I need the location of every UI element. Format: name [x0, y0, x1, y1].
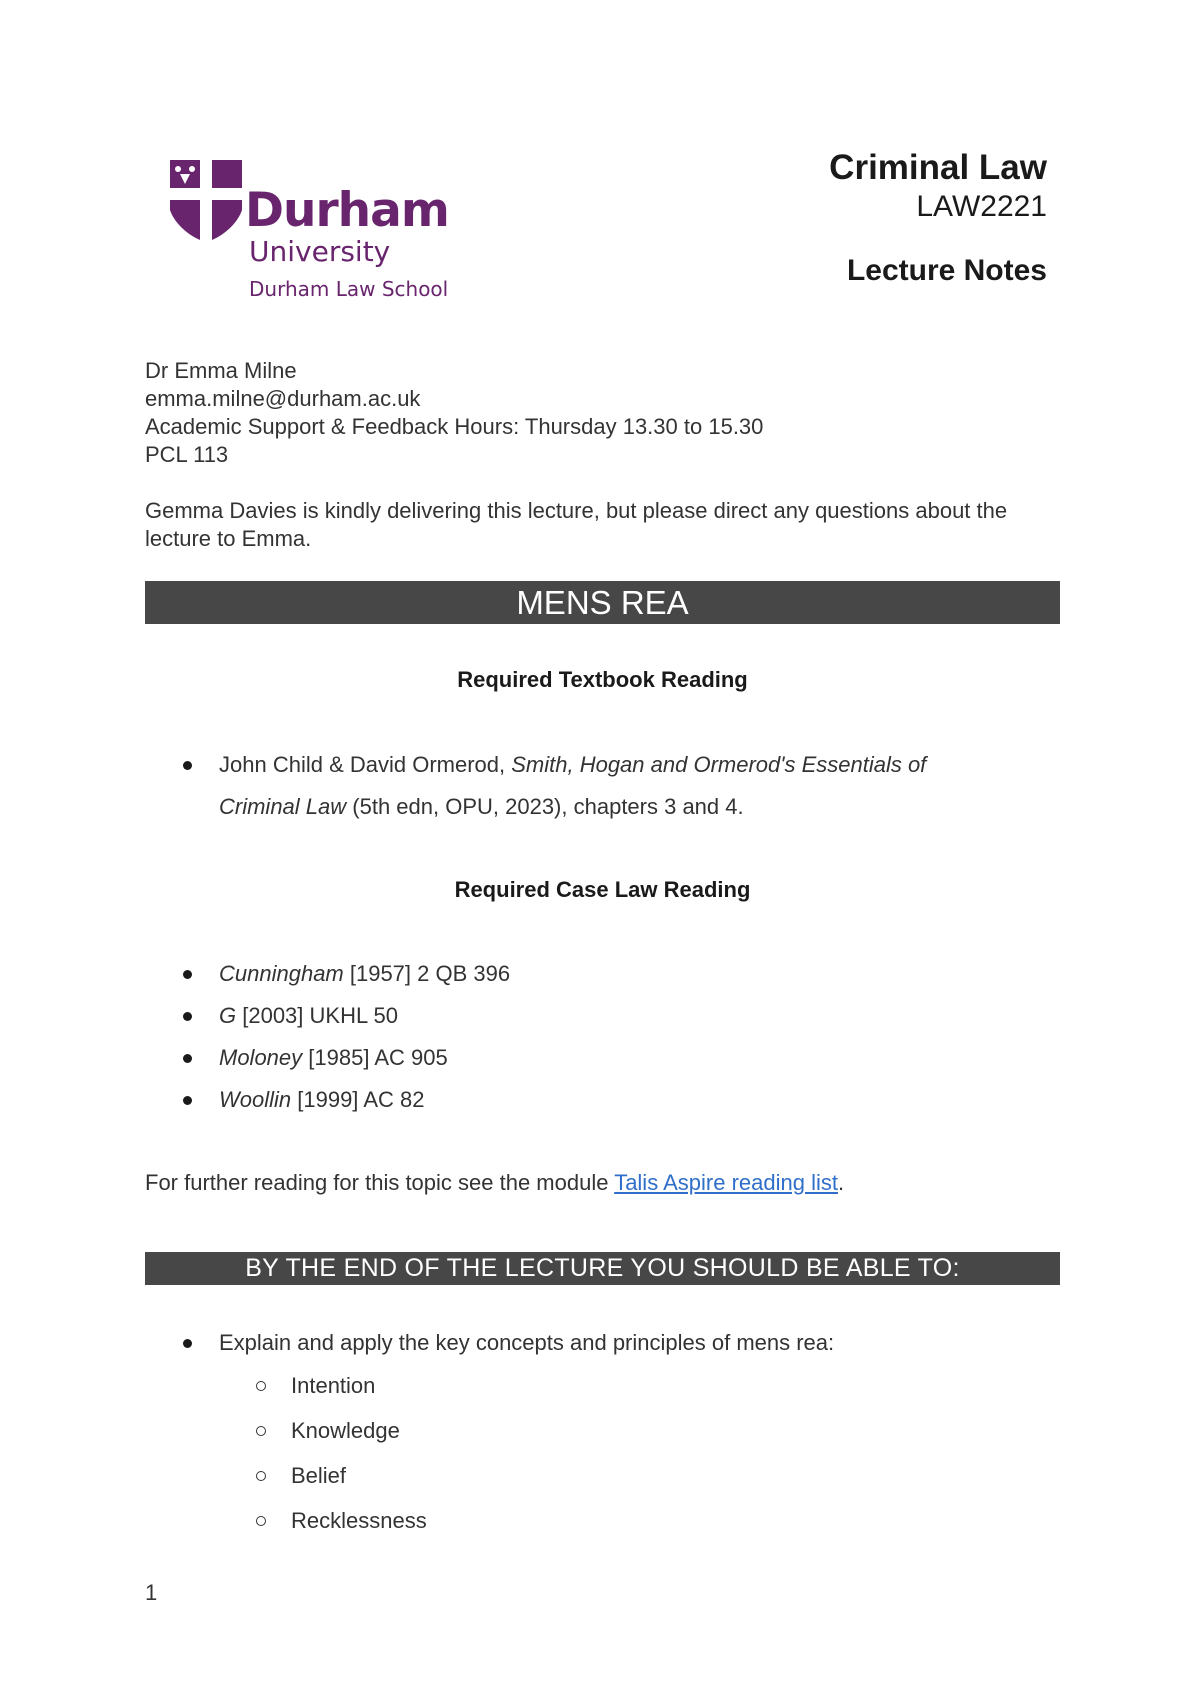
further-suffix: . [837, 1170, 845, 1195]
case-citation: [1957] 2 QB 396 [343, 961, 511, 986]
office-location: PCL 113 [145, 442, 229, 467]
textbook-item-line1 [219, 751, 926, 779]
office-hours: Academic Support & Feedback Hours: Thursday 13.30 to 15.30 [145, 414, 764, 439]
course-title: Criminal Law [829, 148, 1047, 187]
textbook-item-line2 [219, 793, 744, 821]
textbook-title-part1: Smith, Hogan and Ormerod's Essentials of [511, 752, 927, 777]
textbook-details: (5th edn, OPU, 2023), chapters 3 and 4. [346, 794, 744, 819]
further-prefix: For further reading for this topic see the module [145, 1170, 615, 1195]
case-citation: [1985] AC 905 [302, 1045, 448, 1070]
bullet-icon [183, 1096, 192, 1105]
logo-durham-text: Durham [245, 183, 449, 238]
case-item [219, 1086, 424, 1114]
case-name: Moloney [219, 1045, 303, 1070]
further-reading [145, 1169, 844, 1197]
case-item [219, 960, 510, 988]
lecturer-name: Dr Emma Milne [145, 358, 297, 383]
delivery-note: Gemma Davies is kindly delivering this lecture, but please direct any questions about the lecture to Emma. [145, 498, 1008, 551]
case-item [219, 1002, 398, 1030]
caselaw-heading: Required Case Law Reading [454, 877, 751, 902]
bullet-icon [183, 1339, 192, 1348]
section-banner-outcomes: BY THE END OF THE LECTURE YOU SHOULD BE ABLE TO: [145, 1252, 1060, 1285]
section-banner-mens-rea: MENS REA [145, 581, 1060, 624]
outcome-item: Explain and apply the key concepts and principles of mens rea: [219, 1330, 835, 1355]
case-item [219, 1044, 448, 1072]
document-type: Lecture Notes [846, 254, 1047, 287]
bullet-icon [183, 1054, 192, 1063]
durham-university-crest-icon [170, 160, 242, 240]
bullet-icon [183, 970, 192, 979]
reading-list-link[interactable]: Talis Aspire reading list [614, 1170, 838, 1195]
case-name: Woollin [219, 1087, 292, 1112]
textbook-authors: John Child & David Ormerod, [219, 752, 512, 777]
lecturer-email[interactable]: emma.milne@durham.ac.uk [145, 386, 421, 411]
case-citation: [1999] AC 82 [291, 1087, 425, 1112]
textbook-title-part2: Criminal Law [219, 794, 347, 819]
case-name: Cunningham [219, 961, 344, 986]
course-code: LAW2221 [916, 190, 1047, 223]
case-name: G [219, 1003, 237, 1028]
outcome-subitem: Intention [291, 1373, 376, 1398]
contact-block [145, 357, 763, 469]
bullet-icon [183, 1012, 192, 1021]
hollow-bullet-icon [256, 1471, 266, 1481]
outcome-subitem: Recklessness [291, 1508, 427, 1533]
outcome-subitem: Knowledge [291, 1418, 400, 1443]
hollow-bullet-icon [256, 1381, 266, 1391]
outcome-subitem: Belief [291, 1463, 347, 1488]
case-citation: [2003] UKHL 50 [236, 1003, 398, 1028]
hollow-bullet-icon [256, 1426, 266, 1436]
bullet-icon [183, 761, 192, 770]
hollow-bullet-icon [256, 1516, 266, 1526]
logo-university-text: University [249, 235, 391, 268]
logo-school-text: Durham Law School [249, 277, 449, 301]
page-number: 1 [145, 1580, 158, 1605]
textbook-heading: Required Textbook Reading [457, 667, 748, 692]
